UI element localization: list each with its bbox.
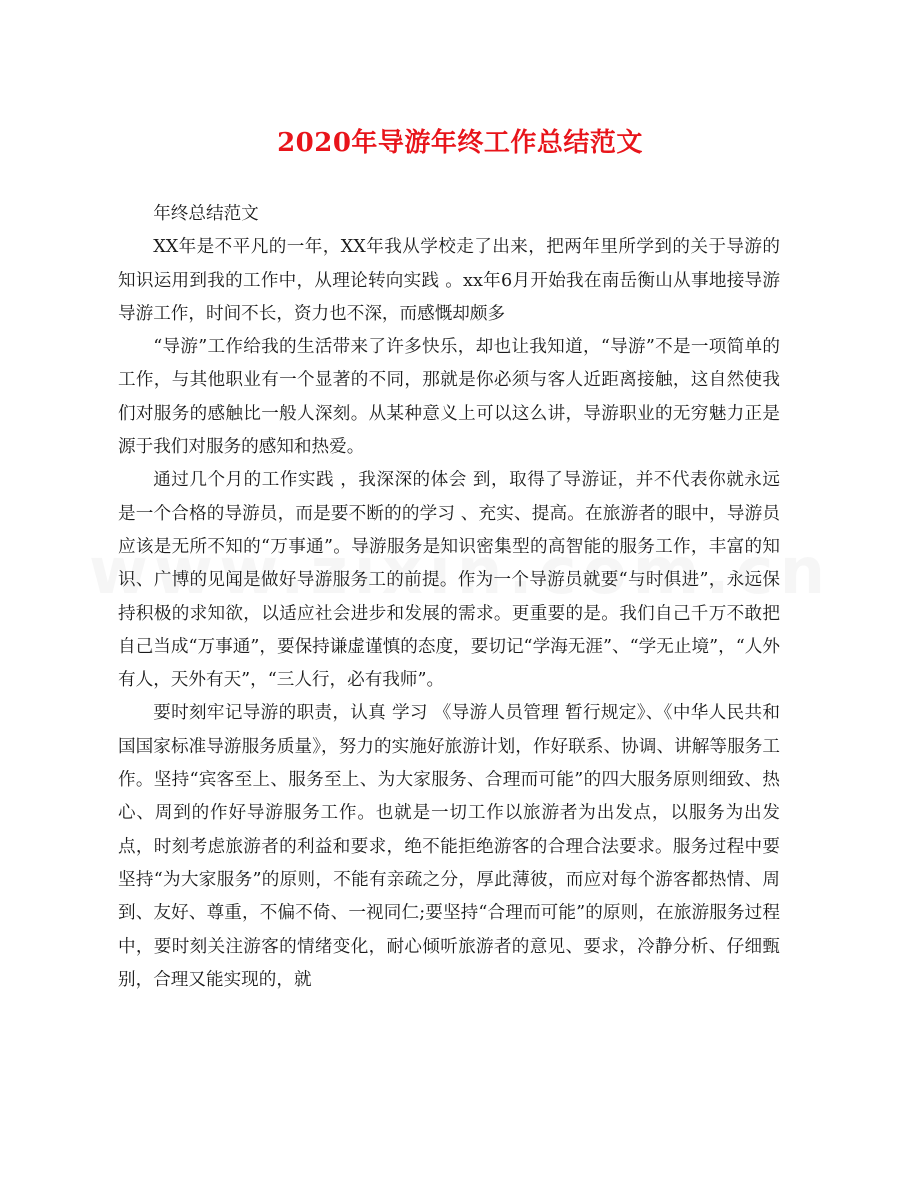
document-body <box>118 198 780 997</box>
paragraph: 要时刻牢记导游的职责，认真 学习 《导游人员管理 暂行规定》、《中华人民共和国国家标准导游服务质量》，努力的实施好旅游计划，作好联系、协调、讲解等服务工作。坚持“宾客至上、服务至上、为大家服务、合理而可能”的四大服务原则细致、热心、周到的作好导游服务工作。也就是一切工作以旅游者为出发点，以服务为出发点，时刻考虑旅游者的利益和要求，绝不能拒绝游客的合理合法要求。服务过程中要坚持“为大家服务”的原则，不能有亲疏之分，厚此薄彼，而应对每个游客都热情、周到、友好、尊重，不偏不倚、一视同仁;要坚持“合理而可能”的原则，在旅游服务过程中，要时刻关注游客的情绪变化，耐心倾听旅游者的意见、要求，冷静分析、仔细甄别，合理又能实现的，就 <box>118 703 780 990</box>
paragraph: “导游”工作给我的生活带来了许多快乐，却也让我知道，“导游”不是一项简单的工作，与其他职业有一个显著的不同，那就是你必须与客人近距离接触，这自然使我们对服务的感触比一般人深刻。从某种意义上可以这么讲，导游职业的无穷魅力正是源于我们对服务的感知和热爱。 <box>118 337 780 458</box>
document-title: 2020年导游年终工作总结范文 <box>277 128 643 158</box>
paragraph: 通过几个月的工作实践 ，我深深的体会 到，取得了导游证，并不代表你就永远是一个合格的导游员，而是要不断的的学习 、充实、提高。在旅游者的眼中，导游员应该是无所不知的“万事通”。导游服务是知识密集型的高智能的服务工作，丰富的知识、广博的见闻是做好导游服务工的前提。作为一个导游员就要“与时俱进”，永远保持积极的求知欲，以适应社会进步和发展的需求。更重要的是。我们自己千万不敢把自己当成“万事通”，要保持谦虚谨慎的态度，要切记“学海无涯”、“学无止境”，“人外有人，天外有天”，“三人行，必有我师”。 <box>118 470 780 691</box>
paragraph-heading: 年终总结范文 <box>153 204 259 224</box>
paragraph: XX年是不平凡的一年，XX年我从学校走了出来，把两年里所学到的关于导游的知识运用到我的工作中，从理论转向实践 。xx年6月开始我在南岳衡山从事地接导游导游工作，时间不长，资力也不深，而感慨却颇多 <box>118 237 780 324</box>
